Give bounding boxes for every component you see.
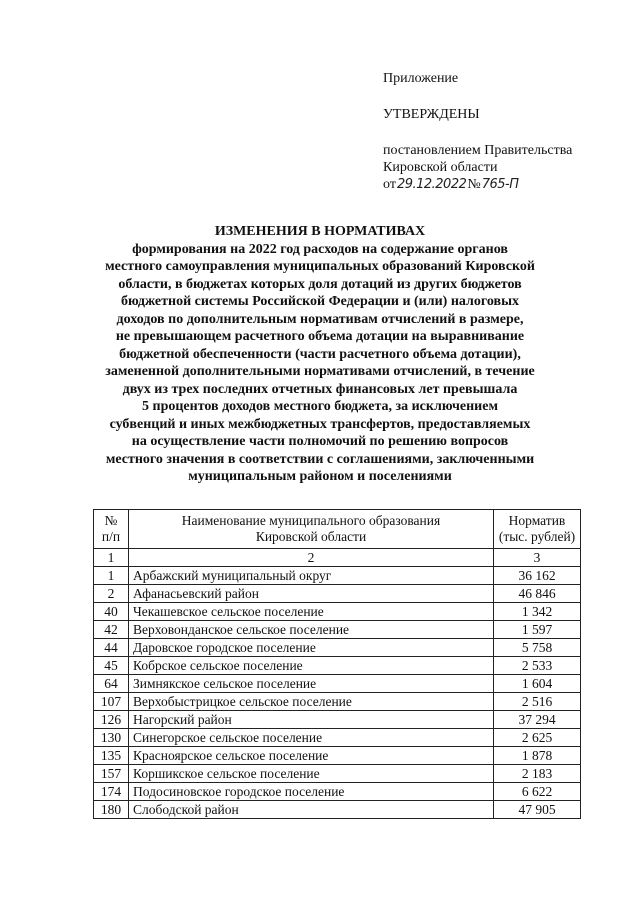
row-number: 1 bbox=[94, 567, 129, 585]
header-number: № п/п bbox=[94, 510, 129, 549]
table-row bbox=[94, 657, 581, 675]
document-title bbox=[60, 223, 580, 486]
row-name: Подосиновское городское поселение bbox=[129, 783, 494, 801]
row-name: Зимнякское сельское поселение bbox=[129, 675, 494, 693]
row-value: 2 183 bbox=[494, 765, 581, 783]
table-row bbox=[94, 621, 581, 639]
title-line: местного значения в соответствии с соглашениями, заключенными bbox=[105, 451, 535, 467]
row-value: 2 533 bbox=[494, 657, 581, 675]
row-number: 157 bbox=[94, 765, 129, 783]
table-row bbox=[94, 603, 581, 621]
row-number: 2 bbox=[94, 585, 129, 603]
row-value: 6 622 bbox=[494, 783, 581, 801]
title-line: бюджетной обеспеченности (части расчетного объема дотации), bbox=[119, 346, 521, 362]
header-name: Наименование муниципального образования Кировской области bbox=[129, 510, 494, 549]
title-line: субвенций и иных межбюджетных трансфертов, предоставляемых bbox=[109, 416, 531, 432]
table-row bbox=[94, 801, 581, 819]
row-number: 45 bbox=[94, 657, 129, 675]
number-sign: № bbox=[467, 177, 481, 192]
row-value: 37 294 bbox=[494, 711, 581, 729]
title-line: двух из трех последних отчетных финансовых лет превышала bbox=[122, 381, 518, 397]
date-prefix: от bbox=[383, 177, 396, 192]
row-number: 174 bbox=[94, 783, 129, 801]
title-line: формирования на 2022 год расходов на содержание органов bbox=[132, 241, 508, 257]
row-value: 2 516 bbox=[494, 693, 581, 711]
approved-label: УТВЕРЖДЕНЫ bbox=[383, 107, 480, 122]
row-value: 1 878 bbox=[494, 747, 581, 765]
title-line: бюджетной системы Российской Федерации и (или) налоговых bbox=[120, 294, 520, 309]
resolution-line-2: Кировской области bbox=[383, 160, 498, 175]
table-row bbox=[94, 693, 581, 711]
row-number: 42 bbox=[94, 621, 129, 639]
title-heading: ИЗМЕНЕНИЯ В НОРМАТИВАХ bbox=[214, 224, 426, 239]
row-number: 130 bbox=[94, 729, 129, 747]
row-number: 107 bbox=[94, 693, 129, 711]
table-row bbox=[94, 711, 581, 729]
table-row bbox=[94, 639, 581, 657]
title-body bbox=[60, 241, 580, 486]
handwritten-number: 765-П bbox=[481, 177, 519, 192]
title-line: 5 процентов доходов местного бюджета, за исключением bbox=[142, 399, 498, 414]
row-value: 2 625 bbox=[494, 729, 581, 747]
title-line: доходов по дополнительным нормативам отчислений в размере, bbox=[116, 311, 524, 327]
table-row bbox=[94, 747, 581, 765]
title-line: замененной дополнительными нормативами отчислений, в течение bbox=[105, 364, 535, 379]
row-name: Чекашевское сельское поселение bbox=[129, 603, 494, 621]
handwritten-date: 29.12.2022 bbox=[396, 177, 467, 192]
row-name: Кобрское сельское поселение bbox=[129, 657, 494, 675]
column-number: 2 bbox=[129, 549, 494, 567]
approval-block bbox=[383, 70, 633, 193]
resolution-date-line bbox=[383, 176, 633, 193]
table-row bbox=[94, 765, 581, 783]
standards-table bbox=[93, 509, 581, 819]
table-body bbox=[94, 549, 581, 819]
row-number: 64 bbox=[94, 675, 129, 693]
row-value: 46 846 bbox=[494, 585, 581, 603]
header-value: Норматив (тыс. рублей) bbox=[494, 510, 581, 549]
row-number: 135 bbox=[94, 747, 129, 765]
row-name: Афанасьевский район bbox=[129, 585, 494, 603]
row-name: Красноярское сельское поселение bbox=[129, 747, 494, 765]
row-number: 44 bbox=[94, 639, 129, 657]
row-value: 1 342 bbox=[494, 603, 581, 621]
row-name: Верхобыстрицкое сельское поселение bbox=[129, 693, 494, 711]
table-row bbox=[94, 585, 581, 603]
title-line: на осуществление части полномочий по решению вопросов bbox=[131, 434, 509, 449]
table-header-row bbox=[94, 510, 581, 549]
table-row bbox=[94, 783, 581, 801]
row-name: Синегорское сельское поселение bbox=[129, 729, 494, 747]
title-line: области, в бюджетах которых доля дотаций из других бюджетов bbox=[118, 276, 522, 292]
row-name: Верховонданское сельское поселение bbox=[129, 621, 494, 639]
row-number: 126 bbox=[94, 711, 129, 729]
row-name: Даровское городское поселение bbox=[129, 639, 494, 657]
title-line: муниципальным районом и поселениями bbox=[188, 469, 452, 484]
table-row bbox=[94, 567, 581, 585]
row-name: Арбажский муниципальный округ bbox=[129, 567, 494, 585]
table-row bbox=[94, 675, 581, 693]
column-number: 3 bbox=[494, 549, 581, 567]
row-value: 1 604 bbox=[494, 675, 581, 693]
row-name: Слободской район bbox=[129, 801, 494, 819]
appendix-label: Приложение bbox=[383, 71, 459, 86]
title-line: не превышающем расчетного объема дотации на выравнивание bbox=[115, 329, 525, 344]
row-name: Коршикское сельское поселение bbox=[129, 765, 494, 783]
column-number-row bbox=[94, 549, 581, 567]
row-number: 40 bbox=[94, 603, 129, 621]
resolution-line-1: постановлением Правительства bbox=[383, 143, 573, 158]
row-number: 180 bbox=[94, 801, 129, 819]
title-line: местного самоуправления муниципальных образований Кировской bbox=[105, 259, 535, 274]
column-number: 1 bbox=[94, 549, 129, 567]
row-value: 5 758 bbox=[494, 639, 581, 657]
row-name: Нагорский район bbox=[129, 711, 494, 729]
row-value: 1 597 bbox=[494, 621, 581, 639]
row-value: 47 905 bbox=[494, 801, 581, 819]
row-value: 36 162 bbox=[494, 567, 581, 585]
table-row bbox=[94, 729, 581, 747]
